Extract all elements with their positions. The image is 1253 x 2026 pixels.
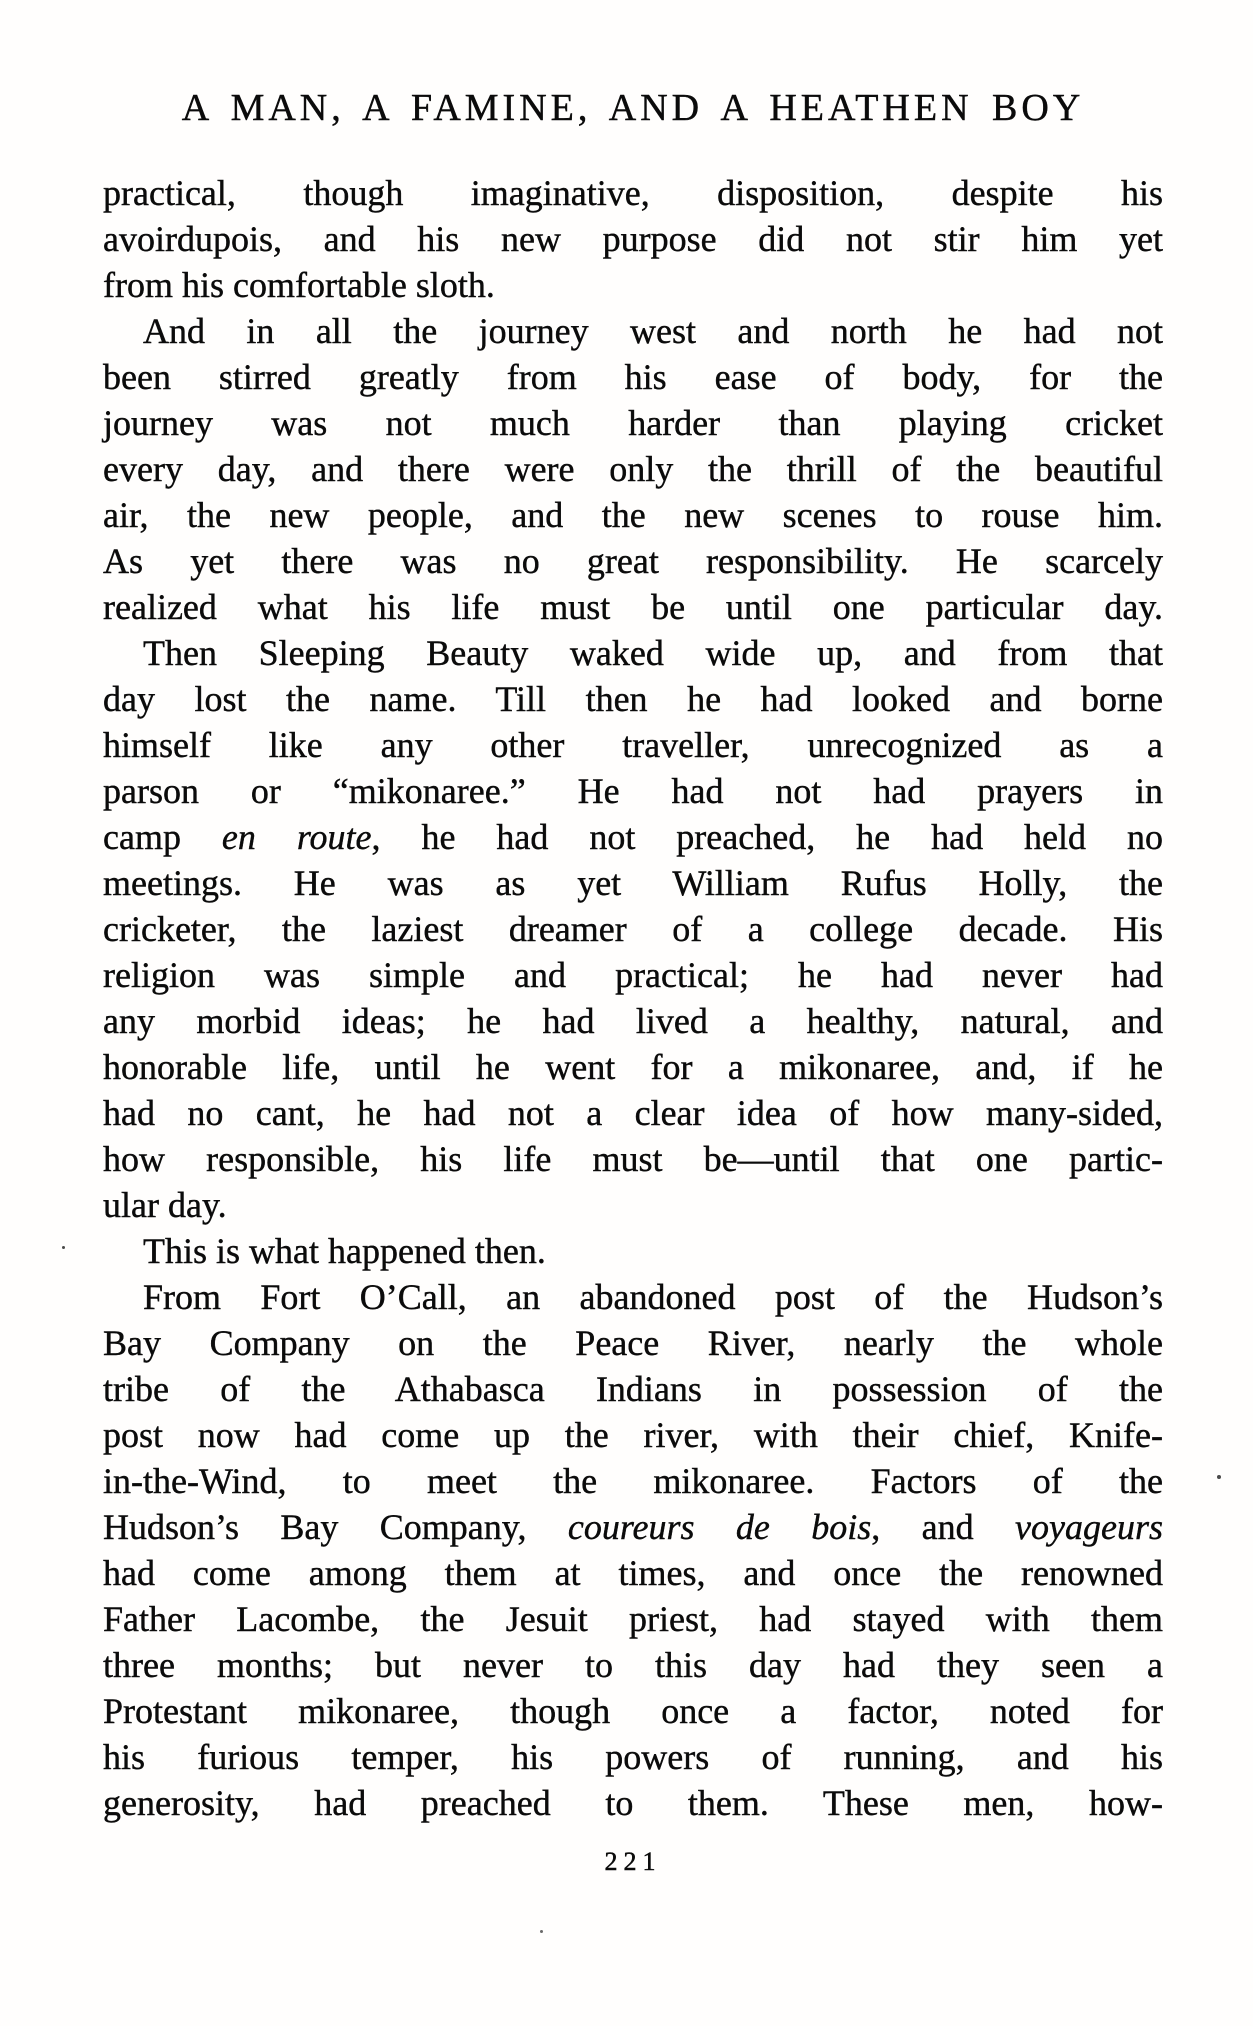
text-line: himself like any other traveller, unrecognized as a [103, 725, 1163, 765]
text-line: Hudson’s Bay Company, coureurs de bois, and voyageurs [103, 1507, 1163, 1547]
text-line: been stirred greatly from his ease of body, for the [103, 357, 1163, 397]
text-line: how responsible, his life must be—until that one partic- [103, 1139, 1163, 1179]
text-line: journey was not much harder than playing cricket [103, 403, 1163, 443]
text-line: tribe of the Athabasca Indians in possession of the [103, 1369, 1163, 1409]
text-line: From Fort O’Call, an abandoned post of the Hudson’s [143, 1277, 1163, 1317]
text-line: three months; but never to this day had they seen a [103, 1645, 1163, 1685]
text-line: day lost the name. Till then he had looked and borne [103, 679, 1163, 719]
scan-speck [1217, 1475, 1221, 1479]
text-line: And in all the journey west and north he had not [143, 311, 1163, 351]
text-line: air, the new people, and the new scenes to rouse him. [103, 495, 1163, 535]
text-line: had no cant, he had not a clear idea of how many-sided, [103, 1093, 1163, 1133]
text-line: As yet there was no great responsibility. He scarcely [103, 541, 1163, 581]
text-line: camp en route, he had not preached, he had held no [103, 817, 1163, 857]
text-line: generosity, had preached to them. These men, how- [103, 1783, 1163, 1823]
page-number: 221 [604, 1847, 662, 1876]
text-line: any morbid ideas; he had lived a healthy, natural, and [103, 1001, 1163, 1041]
text-line: ular day. [103, 1185, 227, 1225]
text-line: post now had come up the river, with their chief, Knife- [103, 1415, 1163, 1455]
text-line: Bay Company on the Peace River, nearly the whole [103, 1323, 1163, 1363]
scan-speck [62, 1246, 65, 1249]
text-line: had come among them at times, and once the renowned [103, 1553, 1163, 1593]
text-line: in-the-Wind, to meet the mikonaree. Factors of the [103, 1461, 1163, 1501]
text-line: This is what happened then. [143, 1231, 546, 1271]
running-head: A MAN, A FAMINE, AND A HEATHEN BOY [181, 87, 1085, 129]
page-body [103, 170, 1163, 1826]
text-line: religion was simple and practical; he had never had [103, 955, 1163, 995]
text-line: Then Sleeping Beauty waked wide up, and from that [143, 633, 1163, 673]
text-line: every day, and there were only the thrill of the beautiful [103, 449, 1163, 489]
text-line: honorable life, until he went for a mikonaree, and, if he [103, 1047, 1163, 1087]
text-line: meetings. He was as yet William Rufus Holly, the [103, 863, 1163, 903]
text-line: realized what his life must be until one particular day. [103, 587, 1163, 627]
text-line: Protestant mikonaree, though once a factor, noted for [103, 1691, 1163, 1731]
text-line: practical, though imaginative, disposition, despite his [103, 173, 1163, 213]
text-line: Father Lacombe, the Jesuit priest, had stayed with them [103, 1599, 1163, 1639]
text-line: his furious temper, his powers of running, and his [103, 1737, 1163, 1777]
text-line: avoirdupois, and his new purpose did not stir him yet [103, 219, 1163, 259]
text-line: parson or “mikonaree.” He had not had prayers in [103, 771, 1163, 811]
text-line: from his comfortable sloth. [103, 265, 495, 305]
text-line: cricketer, the laziest dreamer of a college decade. His [103, 909, 1163, 949]
scan-speck [540, 1930, 543, 1933]
